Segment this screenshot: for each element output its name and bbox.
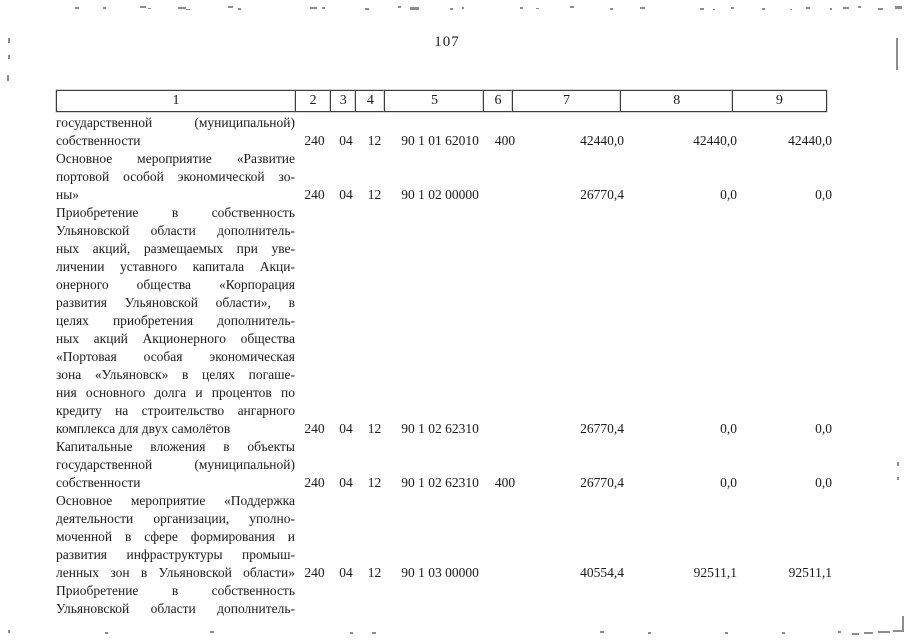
row-code-cell-2: 240 [304,421,325,436]
row-name-line: государственной (муниципальной) [56,457,295,472]
budget-table [56,90,838,618]
row-code-cell-2: 240 [304,565,325,580]
scan-noise [648,632,651,634]
scan-noise [8,38,10,43]
row-name-line: развития инфраструктуры промыш- [56,547,295,562]
scan-noise [838,631,841,633]
row-code-cell-2: 240 [304,133,325,148]
scan-noise [902,616,904,632]
scan-noise [7,75,9,81]
row-name-line: ны» [56,187,80,202]
row-name-line: Приобретение в собственность [56,205,295,220]
scan-noise [140,6,146,8]
row-name-cell [56,492,296,582]
row-name-cell [56,114,296,150]
header-col-2: 2 [295,90,332,112]
row-amount-cell-9: 92511,1 [788,565,832,580]
scan-noise [75,7,79,9]
row-name-line: Основное мероприятие «Развитие [56,151,295,166]
row-code-cell-4: 12 [367,475,382,490]
scan-noise [878,631,890,633]
scan-noise [897,462,899,466]
scan-noise [782,632,785,634]
row-name-cell [56,204,296,438]
row-name-line: ленных зон в Ульяновской области» [56,565,295,580]
row-code-cell-4: 12 [367,421,382,436]
row-name-line: ных акций, размещаемых при уве- [56,241,295,256]
row-code-cell-3: 04 [339,421,353,436]
row-code-cell-3: 04 [339,187,353,202]
scan-noise [462,7,464,9]
table-row [56,114,838,150]
row-name-line: Приобретение в собственность [56,583,295,598]
row-name-line: ния основного долга и процентов по [56,385,295,400]
header-col-1: 1 [56,90,296,112]
scan-noise [178,7,186,9]
row-amount-cell-9: 0,0 [815,187,832,202]
row-name-line: кредиту на строительство ангарного [56,403,295,418]
row-classification-code-cell: 90 1 02 62310 [401,421,479,436]
scan-noise [410,7,419,10]
scan-noise [520,7,523,9]
scan-noise [322,7,325,9]
scan-noise [148,8,151,9]
row-code-cell-3: 04 [339,133,353,148]
table-header-row [56,90,838,112]
row-amount-cell-7: 26770,4 [580,475,624,490]
scan-noise [725,632,728,634]
table-row [56,492,838,582]
scan-noise [450,8,453,10]
header-col-3: 3 [330,90,356,112]
row-name-line: моченной в сфере формирования и [56,529,295,544]
row-code-cell-4: 12 [367,187,382,202]
row-name-line: онерного общества «Корпорация [56,277,295,292]
scan-noise [238,8,241,10]
row-name-line: собственности [56,475,141,490]
row-name-line: зона «Ульяновск» в целях погаше- [56,367,295,382]
scan-noise [878,8,883,10]
row-name-line: Капитальные вложения в объекты [56,439,295,454]
row-name-line: целях приобретения дополнитель- [56,313,295,328]
row-amount-cell-9: 42440,0 [788,133,832,148]
scan-noise [806,7,810,9]
row-classification-code-cell: 90 1 02 62310 [401,475,479,490]
header-col-4: 4 [355,90,386,112]
table-body [56,112,838,618]
scan-noise [570,6,574,8]
header-col-9: 9 [732,90,827,112]
scan-noise [372,632,376,634]
scan-noise [210,631,214,633]
row-amount-cell-9: 0,0 [815,475,832,490]
row-expense-type-cell: 400 [494,475,516,490]
scan-noise [897,477,899,480]
row-expense-type-cell: 400 [494,133,516,148]
row-name-line: собственности [56,133,141,148]
scan-noise [852,633,859,635]
page-number: 107 [434,34,460,50]
scan-noise [700,8,704,10]
row-amount-cell-8: 0,0 [720,475,737,490]
scan-noise [105,632,108,634]
row-amount-cell-7: 40554,4 [580,565,624,580]
scan-noise [830,8,832,10]
scan-noise [610,8,613,10]
row-name-line: комплекса для двух самолётов [56,421,231,436]
row-code-cell-2: 240 [304,187,325,202]
scan-noise [186,9,190,10]
header-col-7: 7 [512,90,622,112]
row-name-line: личении уставного капитала Акци- [56,259,295,274]
row-classification-code-cell: 90 1 03 00000 [401,565,479,580]
scan-noise [858,6,861,8]
row-classification-code-cell: 90 1 01 62010 [401,133,479,148]
row-amount-cell-8: 92511,1 [693,565,737,580]
scan-noise [895,6,902,9]
row-code-cell-4: 12 [367,565,382,580]
row-name-line: ных акций Акционерного общества [56,331,295,346]
scan-noise [896,38,898,70]
scan-noise [8,630,10,633]
table-row [56,582,838,618]
row-classification-code-cell: 90 1 02 00000 [401,187,479,202]
scan-noise [103,7,106,9]
row-amount-cell-8: 42440,0 [693,133,737,148]
row-name-line: Ульяновской области дополнитель- [56,223,295,238]
row-name-cell [56,438,296,492]
scan-noise [350,632,353,634]
row-name-line: деятельности организации, уполно- [56,511,295,526]
row-code-cell-2: 240 [304,475,325,490]
scan-noise [398,6,401,8]
scan-noise [864,632,873,634]
row-code-cell-3: 04 [339,475,353,490]
row-name-line: государственной (муниципальной) [56,115,295,130]
table-row [56,438,838,492]
scan-noise [8,55,10,59]
row-code-cell-3: 04 [339,565,353,580]
row-amount-cell-7: 26770,4 [580,187,624,202]
row-amount-cell-8: 0,0 [720,421,737,436]
scan-noise [600,631,604,633]
scan-noise [790,9,792,10]
scan-noise [365,8,369,10]
scan-noise [640,7,645,9]
scan-noise [762,8,765,10]
scan-noise [713,9,715,10]
row-name-line: портовой особой экономической зо- [56,169,295,184]
row-name-line: развития Ульяновской области», в [56,295,295,310]
row-name-line: Ульяновской области дополнитель- [56,601,295,616]
row-amount-cell-8: 0,0 [720,187,737,202]
scan-noise [843,7,849,9]
table-row [56,204,838,438]
table-row [56,150,838,204]
row-amount-cell-7: 26770,4 [580,421,624,436]
header-col-6: 6 [483,90,513,112]
scan-noise [310,7,317,9]
row-name-cell [56,150,296,204]
row-amount-cell-7: 42440,0 [580,133,624,148]
row-name-line: Основное мероприятие «Поддержка [56,493,295,508]
row-name-line: «Портовая особая экономическая [56,349,295,364]
scan-noise [731,7,734,9]
scan-noise [536,8,539,9]
row-amount-cell-9: 0,0 [815,421,832,436]
scan-noise [228,6,233,8]
row-code-cell-4: 12 [367,133,382,148]
header-col-8: 8 [620,90,733,112]
row-name-cell [56,582,296,618]
header-col-5: 5 [384,90,484,112]
